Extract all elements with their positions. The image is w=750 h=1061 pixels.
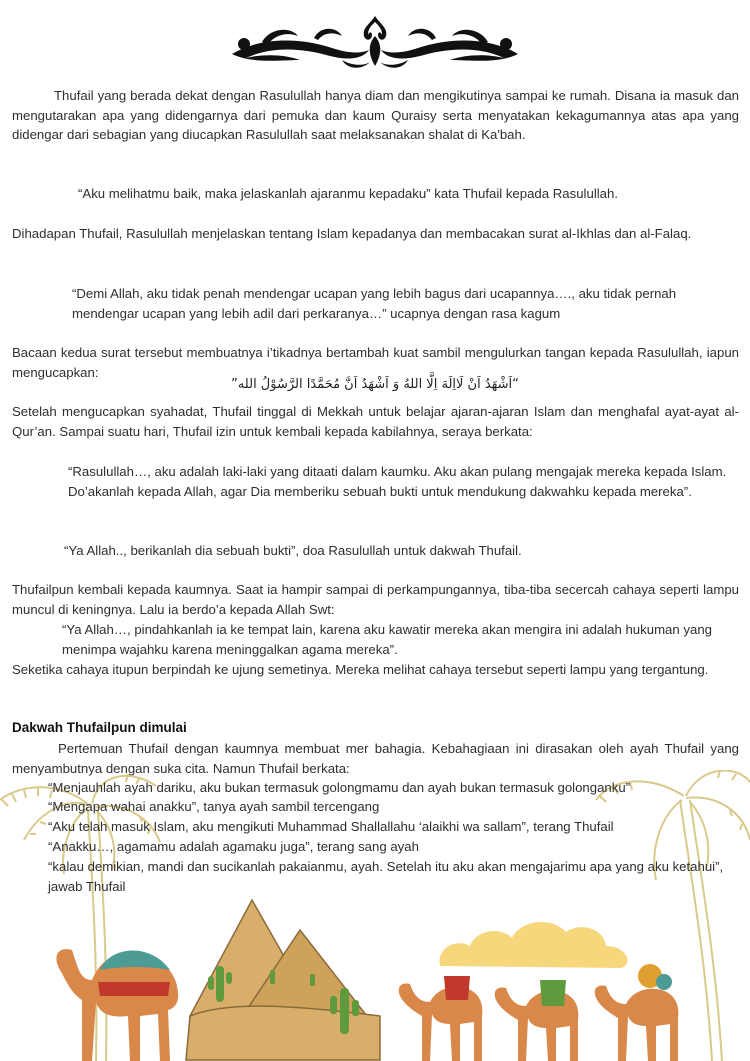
section-heading: Dakwah Thufailpun dimulai [12, 720, 187, 735]
paragraph-return: Thufailpun kembali kepada kaumnya. Saat ia hampir sampai di perkampungannya, tiba-tiba secercah cahaya seperti lampu muncul di keningnya. Lalu ia berdo’a kepada Allah Swt: [12, 582, 739, 617]
dialogue-line-1: “Menjauhlah ayah dariku, aku bukan termasuk golongmamu dan ayah bukan termasuk golonganku” [48, 780, 631, 795]
quote-thufail: “Aku melihatmu baik, maka jelaskanlah ajaranmu kepadaku” kata Thufail kepada Rasulullah. [78, 186, 619, 201]
paragraph-syahadat: Setelah mengucapkan syahadat, Thufail tinggal di Mekkah untuk belajar ajaran-ajaran Islam dan menghafal ayat-ayat al-Qur’an. Sampai suatu hari, Thufail izin untuk kembali kepada kabilahnya, seraya berkata: [12, 404, 739, 439]
quote-request: “Rasulullah…, aku adalah laki-laki yang ditaati dalam kaumku. Aku akan pulang mengajak mereka kepada Islam. Do’akanlah kepada Allah, agar Dia memberiku sebuah bukti untuk mendukung dakwahku kepada mereka”. [68, 464, 727, 499]
paragraph-light-moved: Seketika cahaya itupun berpindah ke ujung semetinya. Mereka melihat cahaya tersebut seperti lampu yang tergantung. [12, 662, 709, 677]
paragraph-meeting: Pertemuan Thufail dengan kaumnya membuat mer bahagia. Kebahagiaan ini dirasakan oleh ayah Thufail yang menyambutnya dengan suka cita. Namun Thufail berkata: [12, 741, 739, 776]
camel-caravan-icon [399, 964, 679, 1061]
camel-left-icon [56, 949, 178, 1061]
quote-admiration: “Demi Allah, aku tidak penah mendengar ucapan yang lebih bagus dari ucapannya…., aku tidak pernah mendengar ucapan yang lebih adil dari perkaranya…” ucapnya dengan rasa kagum [72, 286, 677, 321]
pyramids-icon [186, 900, 380, 1060]
syahadat-arabic: “اَشْهَدُ اَنْ لَااِلَهَ اِلَّا اللهُ وَ اَشْهَدُ اَنَّ مُحَمَّدًا الرَّسُوْلُ الله” [231, 377, 519, 392]
ornament-divider-icon [222, 14, 528, 72]
paragraph-intro: Thufail yang berada dekat dengan Rasulullah hanya diam dan mengikutinya sampai ke rumah. Disana ia masuk dan mengutarakan apa yang didengarnya dari pemuka dan kaum Quraisy serta menyatakan kekagumannya atas apa yang didengar dari sebagian yang diucapkan Rasulullah saat melaksanakan shalat di Ka'bah. [12, 88, 739, 142]
quote-prayer: “Ya Allah.., berikanlah dia sebuah bukti”, doa Rasulullah untuk dakwah Thufail. [64, 543, 522, 558]
dialogue-line-2: “Mengapa wahai anakku”, tanya ayah sambil tercengang [48, 799, 380, 814]
dialogue-line-5: “kalau demikian, mandi dan sucikanlah pakaianmu, ayah. Setelah itu aku akan mengajarimu apa yang aku ketahui”, jawab Thufail [48, 859, 724, 894]
quote-light: “Ya Allah…, pindahkanlah ia ke tempat lain, karena aku kawatir mereka akan mengira ini adalah hukuman yang menimpa wajahku karena meninggalkan agama mereka”. [62, 622, 712, 657]
cactus-icon [208, 966, 359, 1034]
dialogue-line-4: “Anakku…, agamamu adalah agamaku juga”, terang sang ayah [48, 839, 419, 854]
dialogue-line-3: “Aku telah masuk Islam, aku mengikuti Muhammad Shallallahu ‘alaikhi wa sallam”, terang Thufail [48, 819, 614, 834]
cloud-icon [439, 922, 627, 968]
paragraph-recitation: Bacaan kedua surat tersebut membuatnya i’tikadnya bertambah kuat sambil mengulurkan tangan kepada Rasulullah, iapun mengucapkan: [12, 345, 739, 380]
paragraph-explanation: Dihadapan Thufail, Rasulullah menjelaskan tentang Islam kepadanya dan membacakan surat al-Ikhlas dan al-Falaq. [12, 226, 692, 241]
